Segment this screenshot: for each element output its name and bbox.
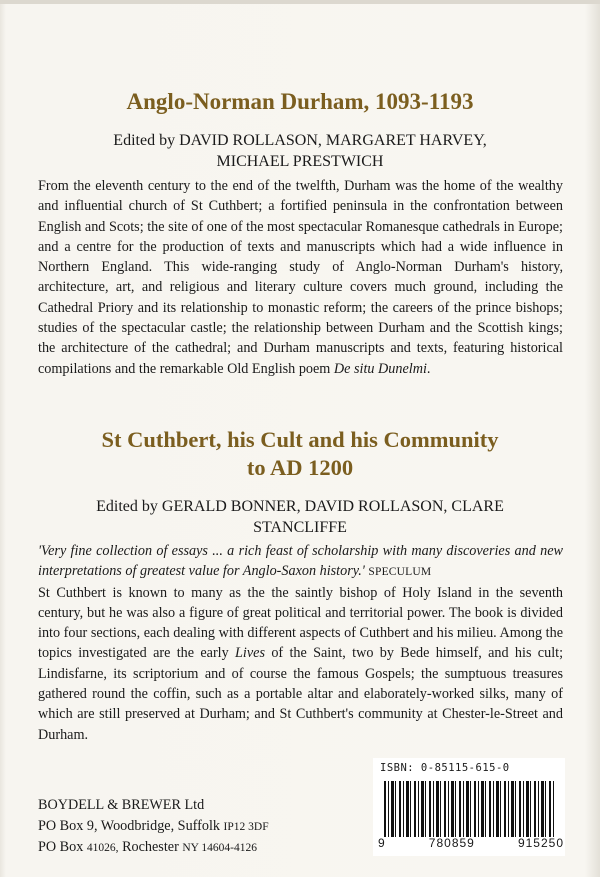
book2-title-line2: to AD 1200 [246, 455, 354, 480]
book1-blurb-end: . [426, 360, 431, 377]
publisher-address [38, 795, 358, 859]
publisher-uk-address: PO Box 9, Woodbridge, Suffolk [38, 817, 220, 834]
barcode-icon [384, 781, 556, 837]
book2-blurb-part2: of the Saint, two by Bede himself, and his cult; Lindisfarne, its scriptorium and of course the famous Gospels; the sumptuous treasures gathered round the coffin, such as a portable altar and elaborately-worked silks, many of which are still preserved at Durham; and St Cuthbert's community at Chester-le-Street and Durham. [38, 645, 564, 743]
book1-poem-title: De situ Dunelmi [333, 360, 427, 377]
publisher-name: BOYDELL & BREWER Ltd [38, 797, 205, 813]
review-quote: 'Very fine collection of essays ... a rich feast of scholarship with many discoveries and new interpretations of greatest value for Anglo-Saxon history.' [38, 543, 563, 580]
isbn-label: ISBN: 0-85115-615-0 [380, 762, 510, 774]
publisher-us-box: 41026, [86, 842, 119, 854]
review-source: SPECULUM [368, 566, 432, 579]
book1-blurb [38, 176, 563, 379]
barcode-digit-first: 9 [378, 836, 386, 850]
book1-blurb-text: From the eleventh century to the end of the twelfth, Durham was the home of the wealthy and influential church of St Cuthbert; a fortified peninsula in the confrontation between English and Scots; the site of one of the most spectacular Romanesque cathedrals in Europe; and a centre for the production of texts and manuscripts which had a wide influence in Northern England. This wide-ranging study of Anglo-Norman Durham's history, architecture, art, and religious and literary culture covers much ground, including the Cathedral Priory and its relationship to monastic reform; the careers of the prince bishops; studies of the spectacular castle; the relationship between Durham and the Scottish kings; the architecture of the cathedral; and Durham manuscripts and texts, featuring historical compilations and the remarkable Old English poem [38, 178, 563, 377]
barcode-digits-group1: 780859 [428, 836, 475, 850]
publisher-us-state-zip: NY 14604-4126 [182, 842, 257, 854]
barcode-digits [378, 836, 564, 850]
barcode-digits-group2: 915250 [517, 836, 564, 850]
book2-editors-line2: STANCLIFFE [253, 519, 347, 536]
publisher-us-address-a: PO Box [38, 839, 84, 855]
publisher-uk-postcode: IP12 3DF [223, 820, 269, 833]
publisher-us-address-b: Rochester [122, 839, 179, 855]
book2-title-line1: St Cuthbert, his Cult and his Community [101, 427, 499, 452]
book2-blurb [38, 541, 563, 745]
book1-editors-line1: Edited by DAVID ROLLASON, MARGARET HARVEY, [113, 132, 487, 149]
book2-lives-title: Lives [235, 645, 265, 662]
book2-blurb-part1: St Cuthbert is known to many as the the saintly bishop of Holy Island in the seventh century, but he was also a figure of great political and territorial power. The book is divided into four sections, each dealing with different aspects of Cuthbert and his milieu. Among the topics investigated are the early [38, 584, 563, 662]
book1-editors [40, 130, 560, 172]
book2-editors-line1: Edited by GERALD BONNER, DAVID ROLLASON, CLARE [96, 498, 504, 515]
book1-title: Anglo-Norman Durham, 1093-1193 [126, 89, 474, 114]
book1-editors-line2: MICHAEL PRESTWICH [216, 153, 384, 170]
book2-editors [40, 496, 560, 538]
